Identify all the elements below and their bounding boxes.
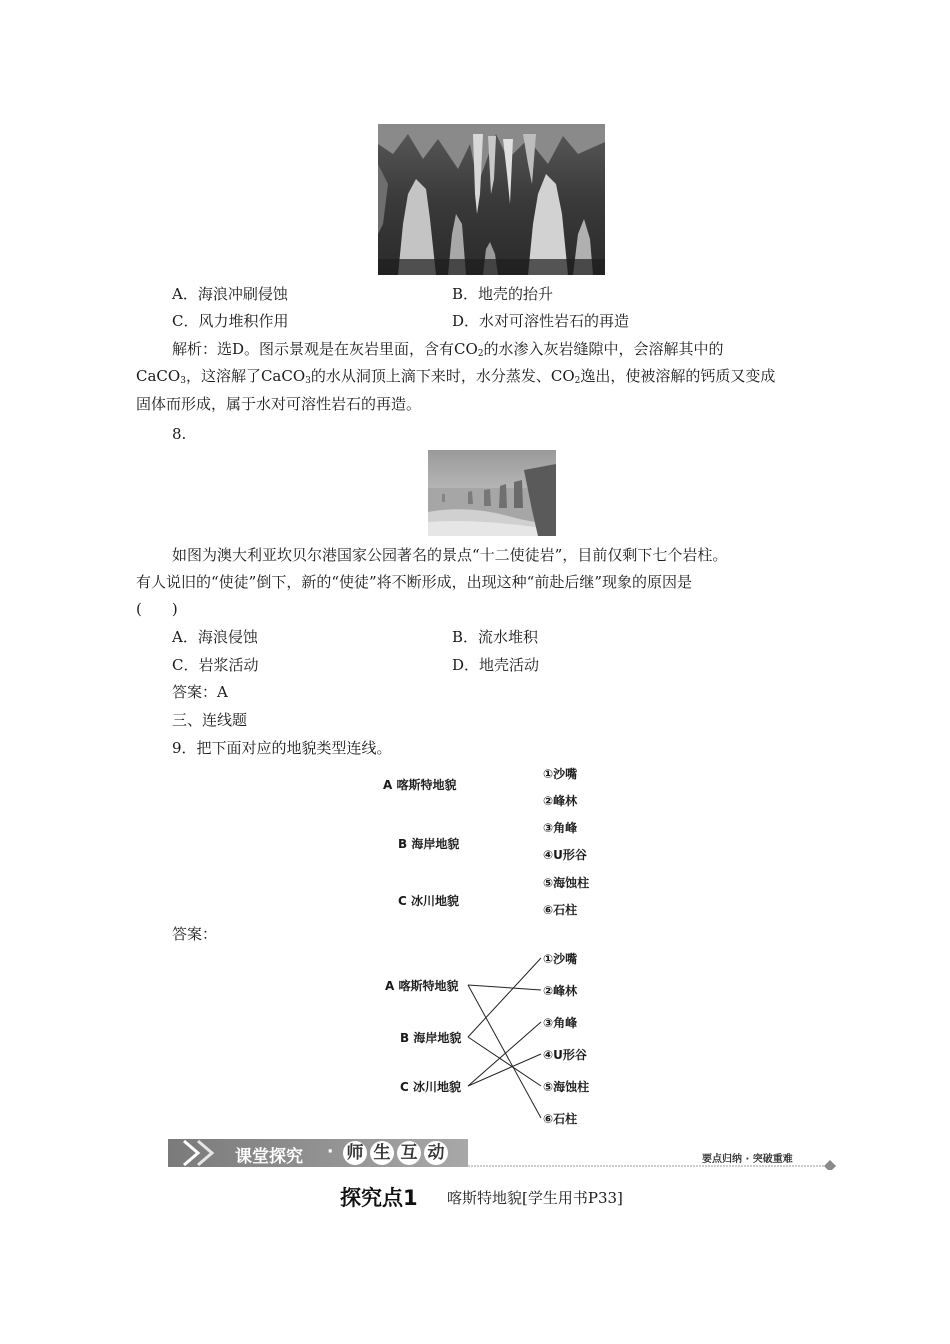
q9-ans-left-item-a: A 喀斯特地貌 xyxy=(385,979,459,993)
q7-analysis-line2: CaCO$_3$，这溶解了CaCO$_3$的水从洞顶上滴下来时，水分蒸发、$CO_2$逸出，使被溶解的钙质又变成 xyxy=(136,367,776,386)
q8-answer: 答案：A xyxy=(172,683,228,701)
explore-subtitle: 喀斯特地貌[学生用书P33] xyxy=(447,1189,623,1207)
q9-left-item-b: B 海岸地貌 xyxy=(398,837,460,851)
q7-option-c: C．风力堆积作用 xyxy=(172,312,289,330)
q8-number: 8. xyxy=(172,425,187,443)
q9-right-item-3: ③角峰 xyxy=(543,821,578,835)
q9-stem: 9．把下面对应的地貌类型连线。 xyxy=(172,739,392,757)
q7-analysis-line1: 解析：选D。图示景观是在灰岩里面，含有$CO_2$的水渗入灰岩缝隙中，会溶解其中的 xyxy=(172,340,724,359)
q9-ans-left-item-c: C 冰川地貌 xyxy=(400,1080,461,1094)
q8-option-b: B．流水堆积 xyxy=(452,628,539,646)
connection-line-5 xyxy=(468,1022,541,1086)
q9-left-item-c: C 冰川地貌 xyxy=(398,894,459,908)
banner-char-1: 师 xyxy=(343,1141,367,1165)
connection-line-4 xyxy=(468,1037,541,1086)
q8-stem-line2: 有人说旧的“使徒”倒下，新的“使徒”将不断形成，出现这种“前赴后继”现象的原因是 xyxy=(136,573,693,591)
q9-right-item-6: ⑥石柱 xyxy=(543,903,578,917)
q7-option-d: D．水对可溶性岩石的再造 xyxy=(452,312,630,330)
q9-ans-right-item-3: ③角峰 xyxy=(543,1016,578,1030)
explore-title: 探究点1 xyxy=(340,1186,418,1210)
connection-line-2 xyxy=(468,985,541,1118)
q9-left-item-a: A 喀斯特地貌 xyxy=(383,778,457,792)
connection-line-6 xyxy=(468,1054,541,1086)
q8-option-c: C．岩浆活动 xyxy=(172,656,259,674)
q8-stem-line1: 如图为澳大利亚坎贝尔港国家公园著名的景点“十二使徒岩”，目前仅剩下七个岩柱。 xyxy=(172,546,728,564)
q9-right-item-4: ④U形谷 xyxy=(543,848,587,862)
q9-right-item-2: ②峰林 xyxy=(543,794,578,808)
q9-ans-right-item-5: ⑤海蚀柱 xyxy=(543,1080,590,1094)
banner-char-2: 生 xyxy=(370,1141,394,1165)
connection-line-3 xyxy=(468,958,541,1037)
q8-option-d: D．地壳活动 xyxy=(452,656,540,674)
q9-ans-right-item-6: ⑥石柱 xyxy=(543,1112,578,1126)
q9-ans-right-item-4: ④U形谷 xyxy=(543,1048,587,1062)
q8-option-a: A．海浪侵蚀 xyxy=(172,628,258,646)
q7-analysis-line3: 固体而形成，属于水对可溶性岩石的再造。 xyxy=(136,395,422,413)
banner-dot: · xyxy=(327,1142,334,1162)
banner-left-text: 课堂探究 xyxy=(235,1147,303,1167)
q9-ans-right-item-2: ②峰林 xyxy=(543,984,578,998)
banner-char-3: 互 xyxy=(397,1141,421,1165)
section-title: 三、连线题 xyxy=(172,711,248,729)
q9-right-item-5: ⑤海蚀柱 xyxy=(543,876,590,890)
q7-option-a: A．海浪冲刷侵蚀 xyxy=(172,285,288,303)
q8-answer-blank: ( ) xyxy=(136,600,178,618)
connection-line-1 xyxy=(468,985,541,990)
q9-ans-left-item-b: B 海岸地貌 xyxy=(400,1031,462,1045)
banner-right-text: 要点归纳 · 突破重难 xyxy=(702,1154,793,1165)
q9-right-item-1: ①沙嘴 xyxy=(543,767,578,781)
q7-option-b: B．地壳的抬升 xyxy=(452,285,554,303)
q9-answer-label: 答案： xyxy=(172,925,218,943)
q9-ans-right-item-1: ①沙嘴 xyxy=(543,952,578,966)
banner-char-4: 动 xyxy=(424,1141,448,1165)
